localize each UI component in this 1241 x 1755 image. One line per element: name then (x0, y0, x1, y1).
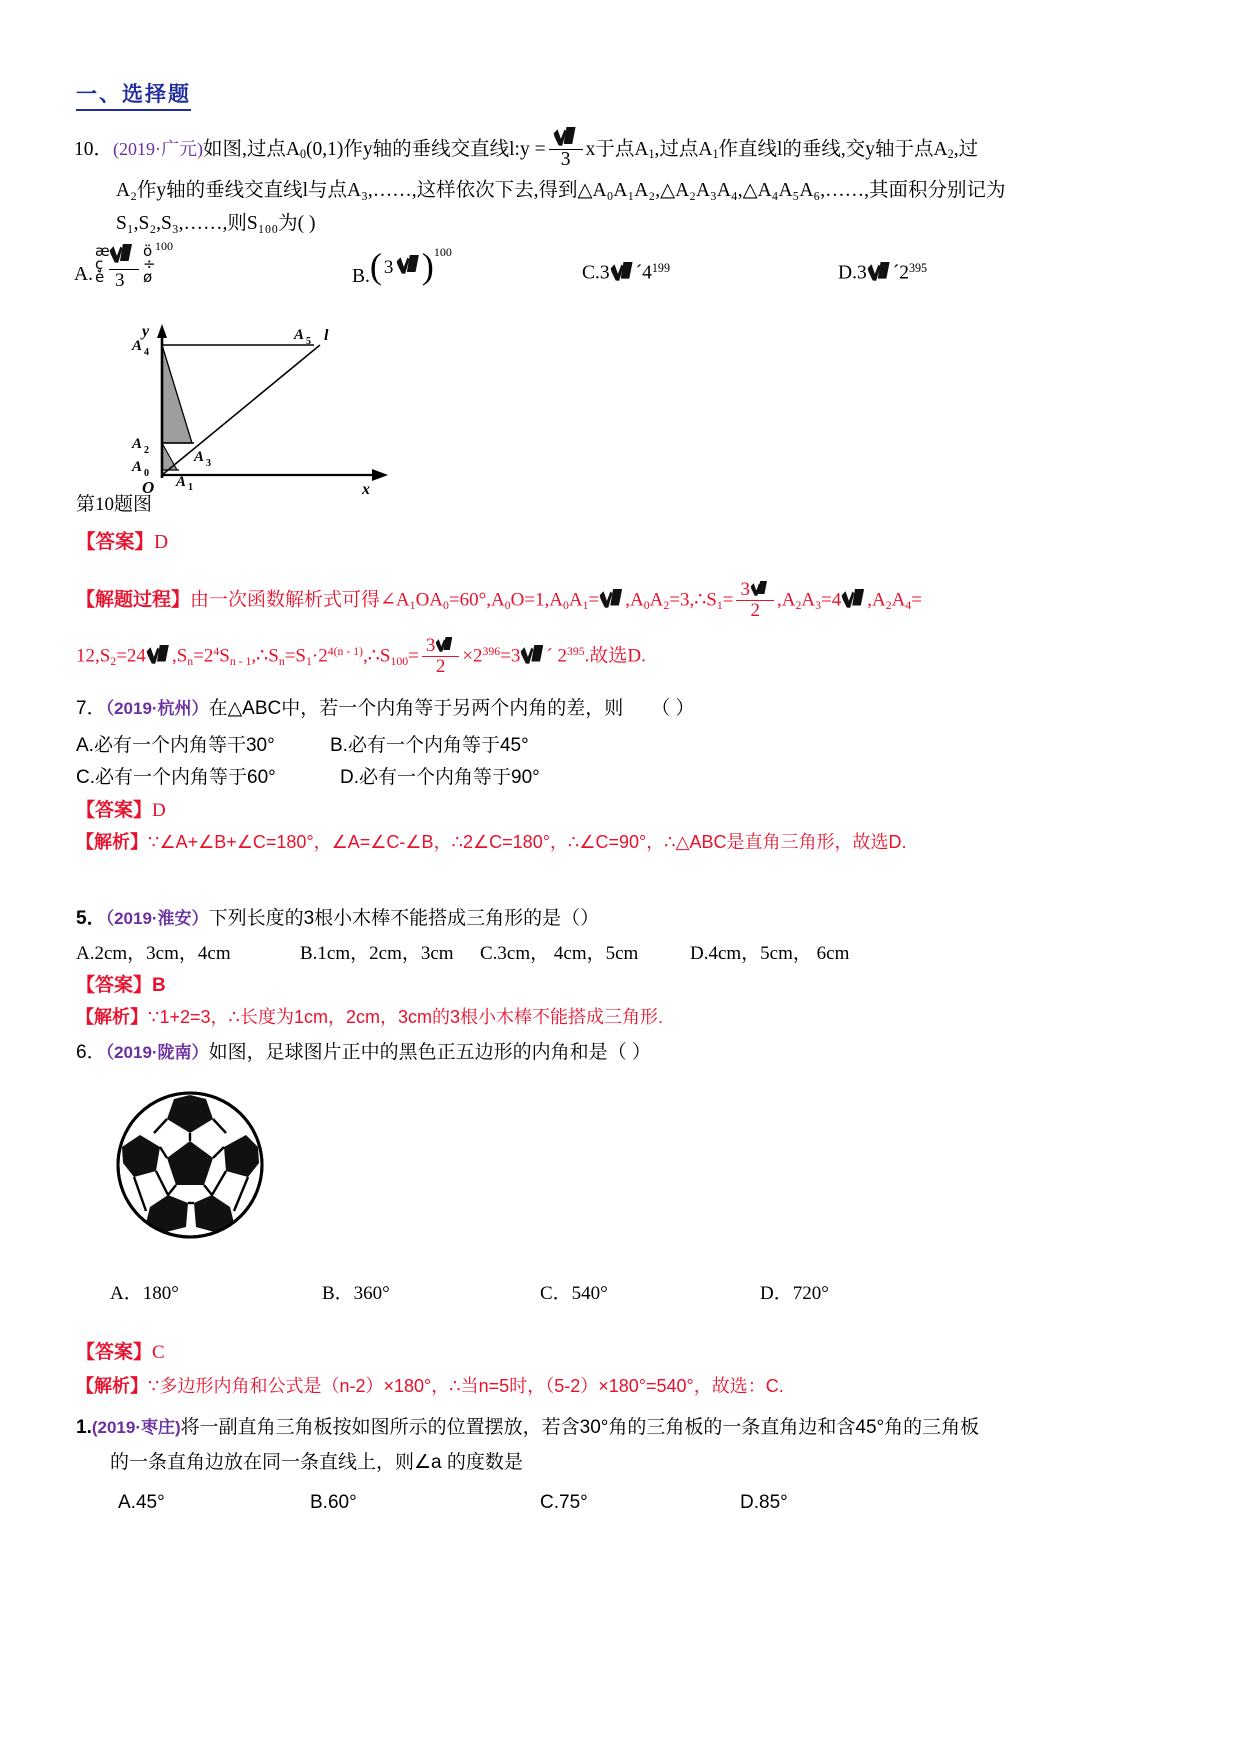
triangle-a0a1a2 (162, 443, 177, 470)
q1-option-c[interactable]: C.75° (540, 1492, 588, 1513)
label-y-axis: y (142, 323, 150, 340)
p1g: ,A (625, 589, 644, 611)
q10-stem-line1 (74, 128, 978, 171)
q10-option-d-label: D. (838, 262, 857, 284)
p2o: 395 (566, 645, 585, 659)
corrupt-radical-icon (109, 245, 135, 265)
p2e: S (219, 645, 230, 667)
corrupt-paren-right-mid: ÷ (142, 255, 156, 273)
label-a0-sub: 0 (144, 468, 149, 479)
p1a: 由一次函数解析式可得∠A (190, 589, 410, 611)
q5-answer-value: B (152, 975, 166, 996)
q1-stem-text1: 将一副直角三角板按如图所示的位置摆放，若含30°角的三角板的一条直角边和含45°角的三角板 (180, 1417, 980, 1438)
q1-option-a[interactable]: A.45° (118, 1492, 165, 1513)
q10-sub-1: 1 (648, 147, 655, 162)
y-axis-arrow (157, 324, 167, 338)
corrupt-radical-icon (841, 590, 867, 610)
q10-option-b-label: B. (352, 266, 370, 287)
p1f: = (588, 589, 600, 611)
q10-process-tag: 【解题过程】 (76, 589, 191, 611)
corrupt-paren-left-top: æ (94, 242, 110, 260)
corrupt-paren-left-bot: è (94, 268, 105, 286)
q6-analysis-text: ∵多边形内角和公式是（n-2）×180°，∴当n=5时，（5-2）×180°=540°，故选：C. (148, 1376, 784, 1396)
q7-stem-text: 在△ABC中，若一个内角等于另两个内角的差，则 (208, 698, 624, 719)
q10-option-b-exp: 100 (433, 245, 452, 259)
q1-stem-line1 (76, 1412, 979, 1439)
q7-analysis-tag: 【解析】 (76, 832, 148, 852)
q10-stem-part4: ,过点A (654, 138, 713, 160)
q6-option-b[interactable]: B．360° (322, 1283, 390, 1304)
p1c: =60°,A (448, 589, 505, 611)
q5-option-d[interactable]: D.4cm，5cm， 6cm (690, 943, 850, 964)
label-x-axis: x (362, 481, 370, 498)
p2b: =24 (116, 645, 146, 667)
q10-source: (2019·广元) (113, 138, 203, 159)
q10-fraction (549, 128, 583, 171)
q10-frac-den: 3 (549, 149, 583, 170)
label-a1-sub: 1 (188, 482, 193, 493)
q10-process-frac2 (422, 636, 460, 677)
q5-number: 5． (76, 908, 106, 929)
q1-option-d[interactable]: D.85° (740, 1492, 788, 1513)
q5-analysis-text: ∵1+2=3，∴长度为1cm，2cm，3cm的3根小木棒不能搭成三角形. (148, 1007, 663, 1027)
p2num (422, 636, 460, 656)
q10-process-frac1 (736, 580, 774, 621)
p1n: ,A (867, 589, 886, 611)
q10-sub-2: 2 (947, 147, 954, 162)
p1l: A (801, 589, 816, 611)
q7-answer-value: D (152, 800, 166, 821)
q6-number: 6． (76, 1042, 106, 1063)
q6-answer-value: C (152, 1342, 165, 1363)
q7-bracket: （ ） (651, 698, 695, 719)
label-a4-sub: 4 (144, 347, 149, 358)
q10-option-d-sup: 395 (908, 261, 928, 275)
q1-option-b[interactable]: B.60° (310, 1492, 357, 1513)
p1num-digit: 3 (740, 579, 750, 600)
q1-stem-line2: 的一条直角边放在同一条直线上，则∠a 的度数是 (110, 1452, 523, 1473)
q7-option-c[interactable]: C.必有一个内角等于60° (76, 767, 276, 788)
paren-left: ( (369, 246, 382, 286)
q10-stem-line2: A₂作y轴的垂线交直线l与点A₃,……,这样依次下去,得到△A₀A₁A₂,△A₂A₃A₄,△A₄A₅A₆,……,其面积分别记为 (116, 180, 1006, 201)
q7-option-b[interactable]: B.必有一个内角等于45° (330, 735, 529, 756)
q6-option-c[interactable]: C．540° (540, 1283, 608, 1304)
p2k: ×2 (462, 645, 483, 667)
q5-answer-tag: 【答案】 (76, 975, 153, 996)
q10-option-c[interactable] (582, 262, 670, 283)
q5-source: （2019·淮安） (105, 909, 209, 928)
q10-option-c-base: 4 (642, 262, 652, 284)
q5-option-c[interactable]: C.3cm， 4cm，5cm (480, 943, 639, 964)
label-a3: A (194, 449, 205, 465)
q10-figure (76, 318, 406, 498)
q10-number: 10． (74, 138, 114, 160)
label-a0: A (132, 459, 143, 475)
q5-answer-row (76, 970, 166, 997)
q10-stem-part5: 作直线l的垂线,交y轴于点A (718, 138, 948, 160)
p1d: O=1,A (510, 589, 564, 611)
label-a5-sub: 5 (306, 336, 311, 347)
q6-answer-row (76, 1337, 165, 1364)
q10-option-a-label: A. (74, 264, 93, 285)
p2j: = (408, 645, 419, 667)
soccer-ball-image (110, 1085, 270, 1245)
q10-answer-tag: 【答案】 (76, 532, 155, 553)
p2l: = (500, 645, 511, 667)
p1i: =3,∴S (669, 589, 717, 611)
x-axis-arrow (372, 469, 388, 481)
q10-sub-0: 0 (299, 147, 307, 162)
q10-option-d-coef: 3 (856, 262, 867, 284)
q5-option-a[interactable]: A.2cm，3cm，4cm (76, 943, 231, 964)
corrupt-radical-icon (867, 263, 893, 283)
q5-analysis-tag: 【解析】 (76, 1007, 148, 1027)
q7-stem (76, 693, 695, 720)
q1-source: (2019·枣庄) (91, 1418, 181, 1437)
p2g: =S (284, 645, 307, 667)
paren-right: ) (421, 246, 434, 286)
p1b: OA (415, 589, 444, 611)
p2m: ´ (546, 645, 553, 667)
q7-answer-tag: 【答案】 (76, 800, 153, 821)
q7-source: （2019·杭州） (105, 699, 209, 718)
q10-frac-num (549, 128, 583, 149)
q10-stem-part3: x于点A (585, 138, 649, 160)
corrupt-radical-icon (396, 256, 422, 276)
q10-option-a-exp: 100 (154, 239, 173, 253)
q10-option-b-coef: 3 (383, 257, 394, 278)
corrupt-radical-icon (520, 646, 546, 666)
q10-stem-line3: S₁,S₂,S₃,……,则S₁₀₀为( ) (116, 213, 316, 234)
q5-option-b[interactable]: B.1cm，2cm，3cm (300, 943, 454, 964)
q6-option-a[interactable]: A．180° (110, 1283, 179, 1304)
label-a1: A (176, 474, 187, 490)
soccer-ball-svg (110, 1085, 270, 1245)
q7-answer-row (76, 795, 166, 822)
p2den: 2 (422, 656, 460, 677)
q1-number: 1. (76, 1417, 92, 1438)
p2i: ,∴S (363, 645, 391, 667)
corrupt-radical-icon (146, 646, 172, 666)
q5-analysis-row (76, 1003, 663, 1029)
q6-analysis-row (76, 1372, 784, 1398)
p1m: =4 (820, 589, 842, 611)
p1o: A (891, 589, 906, 611)
label-line-l: l (324, 327, 329, 344)
triangle-a2a3a4 (162, 345, 192, 443)
p1e: A (568, 589, 583, 611)
line-l (162, 345, 320, 475)
q10-option-b[interactable] (352, 245, 452, 288)
q6-answer-tag: 【答案】 (76, 1342, 153, 1363)
q7-analysis-row (76, 828, 907, 854)
q7-option-d[interactable]: D.必有一个内角等于90° (340, 767, 540, 788)
corrupt-paren-right-bot: ø (142, 268, 153, 286)
p1k: ,A (776, 589, 796, 611)
q6-option-d[interactable]: D．720° (760, 1283, 829, 1304)
q7-analysis-text: ∵∠A+∠B+∠C=180°，∠A=∠C-∠B，∴2∠C=180°，∴∠C=90°，∴△ABC是直角三角形，故选D. (148, 832, 907, 852)
section-title: 一、选择题 (76, 78, 191, 108)
label-a2-sub: 2 (144, 445, 149, 456)
label-origin: O (142, 478, 155, 497)
label-a3-sub: 3 (206, 458, 211, 469)
p2h: ·2 (311, 645, 328, 667)
p2a: 12,S (76, 645, 111, 667)
q10-option-a[interactable] (74, 239, 173, 291)
p2p: .故选D. (584, 645, 646, 667)
q10-option-a-den: 3 (114, 270, 125, 291)
p1den: 2 (736, 600, 774, 621)
q6-stem-text: 如图，足球图片正中的黑色正五边形的内角和是（ ） (208, 1042, 651, 1063)
q7-option-a[interactable]: A.必有一个内角等干30° (76, 735, 275, 756)
q7-number: 7． (76, 698, 106, 719)
p1j: = (722, 589, 734, 611)
corrupt-radical-icon (750, 582, 770, 598)
corrupt-radical-icon (610, 263, 636, 283)
q10-option-c-sup: 199 (651, 261, 671, 275)
q10-process-line1: 【解题过程】由一次函数解析式可得$\angle A_1OA_0=60^\circ,A_0O=1,A_0A_1=$ $,A_0A_2=3,\therefore S_1=$ $\frac{3}{2}$ $,A_2A_3=4$ $,A_2A_4=$ (76, 579, 922, 621)
p1p: = (911, 589, 922, 611)
p2n: 2 (557, 645, 567, 667)
q10-sub-1b: 1 (712, 147, 719, 162)
q10-stem-part1: 如图,过点A (203, 138, 300, 160)
q10-option-c-times: ´ (635, 262, 643, 284)
p2d: =2 (193, 645, 214, 667)
q6-stem (76, 1037, 651, 1064)
q10-stem-part2: (0,1)作y轴的垂线交直线l:y = (306, 138, 546, 160)
q5-stem-text: 下列长度的3根小木棒不能搭成三角形的是（） (208, 908, 600, 929)
q10-answer-row (76, 533, 168, 553)
corrupt-radical-icon (553, 128, 579, 148)
q10-option-c-coef: 3 (599, 262, 610, 284)
q5-stem (76, 903, 599, 930)
label-a5: A (294, 327, 305, 343)
q10-stem-part6: ,过 (953, 138, 979, 160)
q6-analysis-tag: 【解析】 (76, 1376, 148, 1396)
q10-option-d-base: 2 (899, 262, 909, 284)
p2c: ,S (171, 645, 188, 667)
corrupt-radical-icon (599, 590, 625, 610)
q10-figure-svg (76, 318, 406, 498)
label-a4: A (132, 338, 143, 354)
q10-process-line2: $12,S_2=24$ $,S_n=2^4S_{n - 1},\therefore S_n=S_1\cdot 2^{4(n - 1)},\therefore S_{100}=$ $\frac{3}{2}$ $\times 2^{396}=3$ ´ $2^{395}$.故选D. (76, 635, 646, 677)
corrupt-radical-icon (435, 638, 455, 654)
q10-answer-value: D (154, 532, 169, 553)
q10-option-c-label: C. (582, 262, 600, 284)
corrupt-paren-right-top: ö (142, 242, 153, 260)
p2f: ,∴S (251, 645, 279, 667)
p1h: A (649, 589, 664, 611)
label-a2: A (132, 436, 143, 452)
corrupt-paren-left-mid: ç (94, 255, 104, 273)
q10-option-d-times: ´ (892, 262, 900, 284)
frac-bar (109, 269, 139, 270)
q6-source: （2019·陇南） (105, 1043, 209, 1062)
q10-figure-caption: 第10题图 (76, 494, 153, 515)
p2num-digit: 3 (425, 635, 436, 656)
p1num (736, 580, 774, 600)
q10-option-d[interactable] (838, 262, 927, 283)
